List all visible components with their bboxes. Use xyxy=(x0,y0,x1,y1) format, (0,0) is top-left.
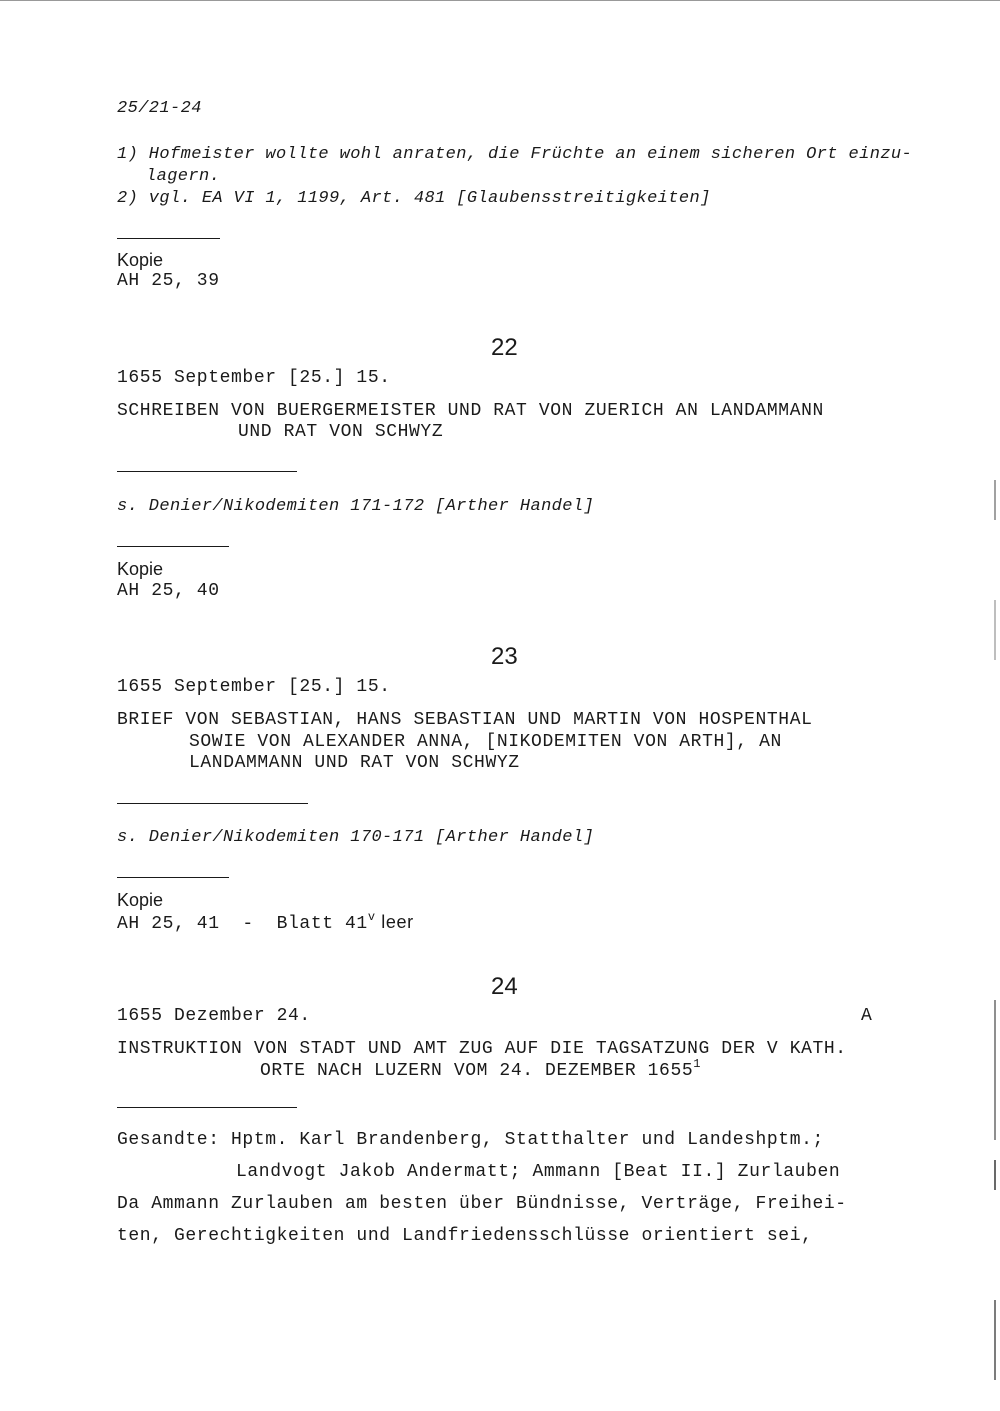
archive-reference: AH 25, 39 xyxy=(117,271,220,291)
body-line-2: Landvogt Jakob Andermatt; Ammann [Beat II.] Zurlauben xyxy=(236,1162,841,1182)
footnote-1-line-2: lagern. xyxy=(146,167,221,186)
entry-number-22: 22 xyxy=(491,334,518,361)
entry-title-line-2: ORTE NACH LUZERN VOM 24. DEZEMBER 1655$^1$ xyxy=(260,1057,702,1081)
entry-title-line-1: INSTRUKTION VON STADT UND AMT ZUG AUF DIE TAGSATZUNG DER V KATH. xyxy=(117,1039,847,1059)
entry-date: 1655 Dezember 24. xyxy=(117,1006,311,1026)
scan-artifact xyxy=(994,1000,996,1140)
entry-date: 1655 September [25.] 15. xyxy=(117,368,391,388)
footnote-2: 2) vgl. EA VI 1, 1199, Art. 481 [Glaubensstreitigkeiten] xyxy=(117,189,711,208)
entry-title-line-1: BRIEF VON SEBASTIAN, HANS SEBASTIAN UND MARTIN VON HOSPENTHAL xyxy=(117,710,813,730)
entry-number-24: 24 xyxy=(491,973,518,1000)
scan-artifact xyxy=(994,480,996,520)
scan-artifact xyxy=(994,1160,996,1190)
scan-top-edge xyxy=(0,0,1000,1)
divider-rule xyxy=(117,877,229,878)
scan-artifact xyxy=(994,600,996,660)
divider-rule xyxy=(117,546,229,547)
version-marker: A xyxy=(861,1006,873,1026)
body-line-4: ten, Gerechtigkeiten und Landfriedensschlüsse orientiert sei, xyxy=(117,1226,813,1246)
entry-title-line-2: UND RAT VON SCHWYZ xyxy=(238,422,444,442)
body-line-1: Gesandte: Hptm. Karl Brandenberg, Statthalter und Landeshptm.; xyxy=(117,1130,824,1150)
entry-number-23: 23 xyxy=(491,643,518,670)
archive-reference: AH 25, 40 xyxy=(117,581,220,601)
entry-date: 1655 September [25.] 15. xyxy=(117,677,391,697)
entry-title-line-2: SOWIE VON ALEXANDER ANNA, [NIKODEMITEN VON ARTH], AN xyxy=(189,732,782,752)
entry-title-line-1: SCHREIBEN VON BUERGERMEISTER UND RAT VON ZUERICH AN LANDAMMANN xyxy=(117,401,824,421)
page-reference: 25/21-24 xyxy=(117,99,202,118)
divider-rule xyxy=(117,238,220,239)
divider-rule xyxy=(117,471,297,472)
literature-reference: s. Denier/Nikodemiten 170-171 [Arther Handel] xyxy=(117,828,595,847)
scan-artifact xyxy=(994,1300,996,1380)
copy-label: Kopie xyxy=(117,890,164,910)
footnote-1-line-1: 1) Hofmeister wollte wohl anraten, die Früchte an einem sicheren Ort einzu- xyxy=(117,145,913,164)
entry-title-line-3: LANDAMMANN UND RAT VON SCHWYZ xyxy=(189,753,520,773)
literature-reference: s. Denier/Nikodemiten 171-172 [Arther Handel] xyxy=(117,497,595,516)
copy-label: Kopie xyxy=(117,250,164,270)
divider-rule xyxy=(117,803,308,804)
divider-rule xyxy=(117,1107,297,1108)
archive-reference: AH 25, 41 - Blatt 41$^v$ leer xyxy=(117,910,414,934)
copy-label: Kopie xyxy=(117,559,164,579)
body-line-3: Da Ammann Zurlauben am besten über Bündnisse, Verträge, Freihei- xyxy=(117,1194,847,1214)
